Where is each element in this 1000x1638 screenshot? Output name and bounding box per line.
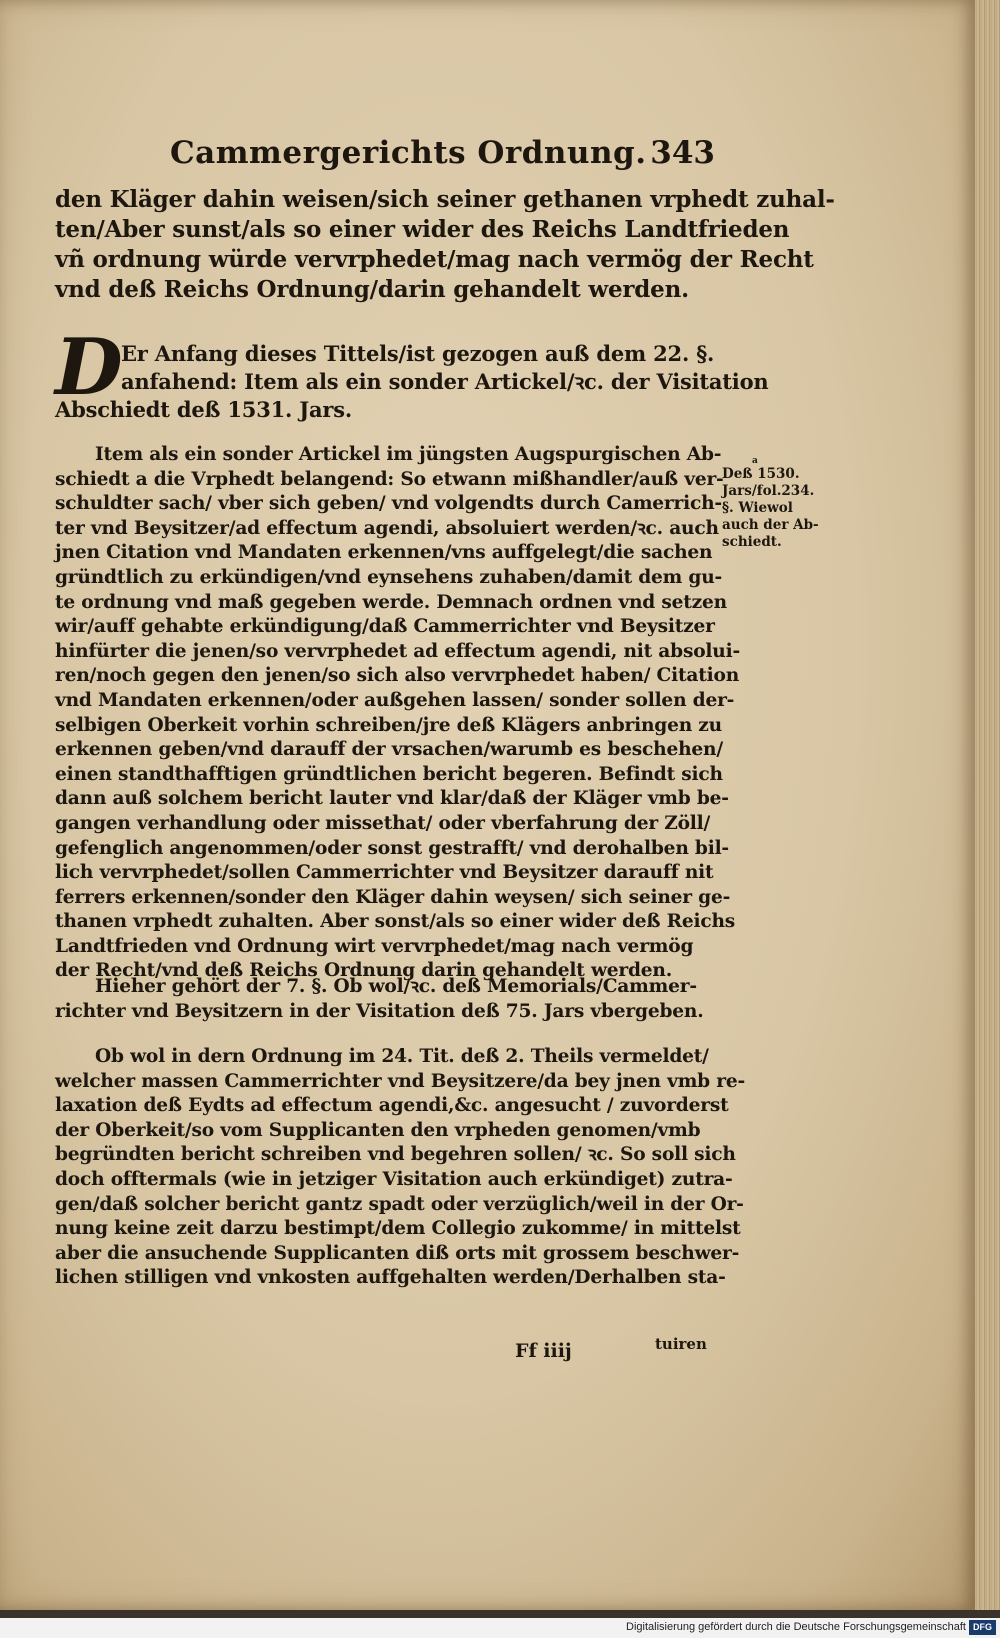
- text-line: richter vnd Beysitzern in der Visitation deß 75. Jars vbergeben.: [55, 1000, 704, 1022]
- text-line: der Oberkeit/so vom Supplicanten den vrpheden genomen/vmb: [55, 1119, 701, 1141]
- text-line: dann auß solchem bericht lauter vnd klar/daß der Kläger vmb be-: [55, 788, 729, 810]
- text-line: begründten bericht schreiben vnd begehren sollen/ ꝛc. So soll sich: [55, 1144, 736, 1166]
- text-line: Ob wol in dern Ordnung im 24. Tit. deß 2. Theils vermeldet/: [95, 1046, 709, 1067]
- text-line: gangen verhandlung oder missethat/ oder vberfahrung der Zöll/: [55, 812, 711, 834]
- drop-capital: D: [55, 322, 123, 413]
- text-line: der Recht/vnd deß Reichs Ordnung darin gehandelt werden.: [55, 960, 673, 982]
- margin-note-line: schiedt.: [722, 534, 782, 550]
- text-line: nung keine zeit darzu bestimpt/dem Collegio zukomme/ in mittelst: [55, 1218, 741, 1240]
- running-head: [170, 135, 715, 185]
- footer-text: Digitalisierung gefördert durch die Deutsche Forschungsgemeinschaft: [626, 1621, 966, 1633]
- text-line: anfahend: Item als ein sonder Artickel/ꝛc. der Visitation: [121, 369, 769, 394]
- text-line: vnd deß Reichs Ordnung/darin gehandelt werden.: [55, 276, 689, 303]
- text-line: ten/Aber sunst/als so einer wider des Reichs Landtfrieden: [55, 216, 790, 243]
- dfg-logo: DFG: [969, 1620, 996, 1635]
- paragraph-5: [55, 1045, 745, 1291]
- margin-note: [722, 457, 832, 551]
- paragraph-4: [55, 975, 720, 1024]
- text-line: laxation deß Eydts ad effectum agendi,&c. angesucht / zuvorderst: [55, 1095, 729, 1117]
- page-number: 343: [650, 135, 715, 171]
- text-line: Landtfrieden vnd Ordnung wirt vervrphedet/mag nach vermög: [55, 935, 694, 957]
- text-line: Hieher gehört der 7. §. Ob wol/ꝛc. deß Memorials/Cammer-: [95, 976, 697, 997]
- text-line: einen standthafftigen gründtlichen bericht begeren. Befindt sich: [55, 763, 723, 785]
- page-edges: [975, 0, 1000, 1610]
- text-line: aber die ansuchende Supplicanten diß orts mit grossem beschwer-: [55, 1242, 740, 1264]
- text-line: thanen vrphedt zuhalten. Aber sonst/als so einer wider deß Reichs: [55, 911, 736, 933]
- text-line: vñ ordnung würde vervrphedet/mag nach vermög der Recht: [55, 246, 814, 273]
- paragraph-1: [55, 185, 835, 305]
- paragraph-2: [55, 340, 769, 424]
- margin-note-line: Deß 1530.: [722, 466, 800, 482]
- text-line: vnd Mandaten erkennen/oder außgehen lassen/ sonder sollen der-: [55, 689, 735, 711]
- text-line: ter vnd Beysitzer/ad effectum agendi, absoluiert werden/ꝛc. auch: [55, 517, 719, 539]
- binding-shadow: [0, 1610, 1000, 1618]
- text-line: selbigen Oberkeit vorhin schreiben/jre deß Klägers anbringen zu: [55, 714, 722, 736]
- text-line: wir/auff gehabte erkündigung/daß Cammerrichter vnd Beysitzer: [55, 616, 715, 638]
- text-line: den Kläger dahin weisen/sich seiner gethanen vrphedt zuhal-: [55, 186, 835, 213]
- text-line: gen/daß solcher bericht gantz spadt oder verzüglich/weil in der Or-: [55, 1193, 744, 1215]
- text-line: lich vervrphedet/sollen Cammerrichter vnd Beysitzer darauff nit: [55, 862, 714, 884]
- text-line: te ordnung vnd maß gegeben werde. Demnach ordnen vnd setzen: [55, 591, 727, 613]
- text-line: welcher massen Cammerrichter vnd Beysitzere/da bey jnen vmb re-: [55, 1070, 745, 1092]
- text-line: jnen Citation vnd Mandaten erkennen/vns auffgelegt/die sachen: [55, 542, 713, 564]
- text-line: ferrers erkennen/sonder den Kläger dahin weysen/ sich seiner ge-: [55, 886, 731, 908]
- margin-note-line: Jars/fol.234.: [722, 483, 815, 499]
- text-line: doch offtermals (wie in jetziger Visitation auch erkündiget) zutra-: [55, 1168, 733, 1190]
- footer-bar: [0, 1618, 1000, 1638]
- text-line: gefenglich angenommen/oder sonst gestrafft/ vnd derohalben bil-: [55, 837, 729, 859]
- text-line: gründtlich zu erkündigen/vnd eynsehens zuhaben/damit dem gu-: [55, 566, 723, 588]
- text-line: Item als ein sonder Artickel im jüngsten Augspurgischen Ab-: [95, 444, 722, 465]
- running-head-title: Cammergerichts Ordnung.: [170, 135, 647, 171]
- text-line: Er Anfang dieses Tittels/ist gezogen auß dem 22. §.: [121, 341, 715, 366]
- text-line: lichen stilligen vnd vnkosten auffgehalten werden/Derhalben sta-: [55, 1267, 726, 1289]
- text-line: hinfürter die jenen/so vervrphedet ad effectum agendi, nit absolui-: [55, 640, 740, 662]
- text-line: schiedt a die Vrphedt belangend: So etwann mißhandler/auß ver-: [55, 468, 724, 490]
- text-line: ren/noch gegen den jenen/so sich also vervrphedet haben/ Citation: [55, 665, 740, 687]
- text-line: erkennen geben/vnd darauff der vrsachen/warumb es beschehen/: [55, 739, 723, 761]
- signature-mark: Ff iiij: [515, 1340, 572, 1362]
- text-line: Abschiedt deß 1531. Jars.: [55, 397, 353, 422]
- text-line: schuldter sach/ vber sich geben/ vnd volgendts durch Camerrich-: [55, 493, 722, 515]
- catchword: tuiren: [655, 1335, 707, 1353]
- margin-note-line: auch der Ab-: [722, 517, 819, 533]
- paragraph-3: [55, 443, 740, 984]
- margin-note-line: §. Wiewol: [722, 500, 793, 516]
- margin-note-marker: a: [752, 456, 758, 466]
